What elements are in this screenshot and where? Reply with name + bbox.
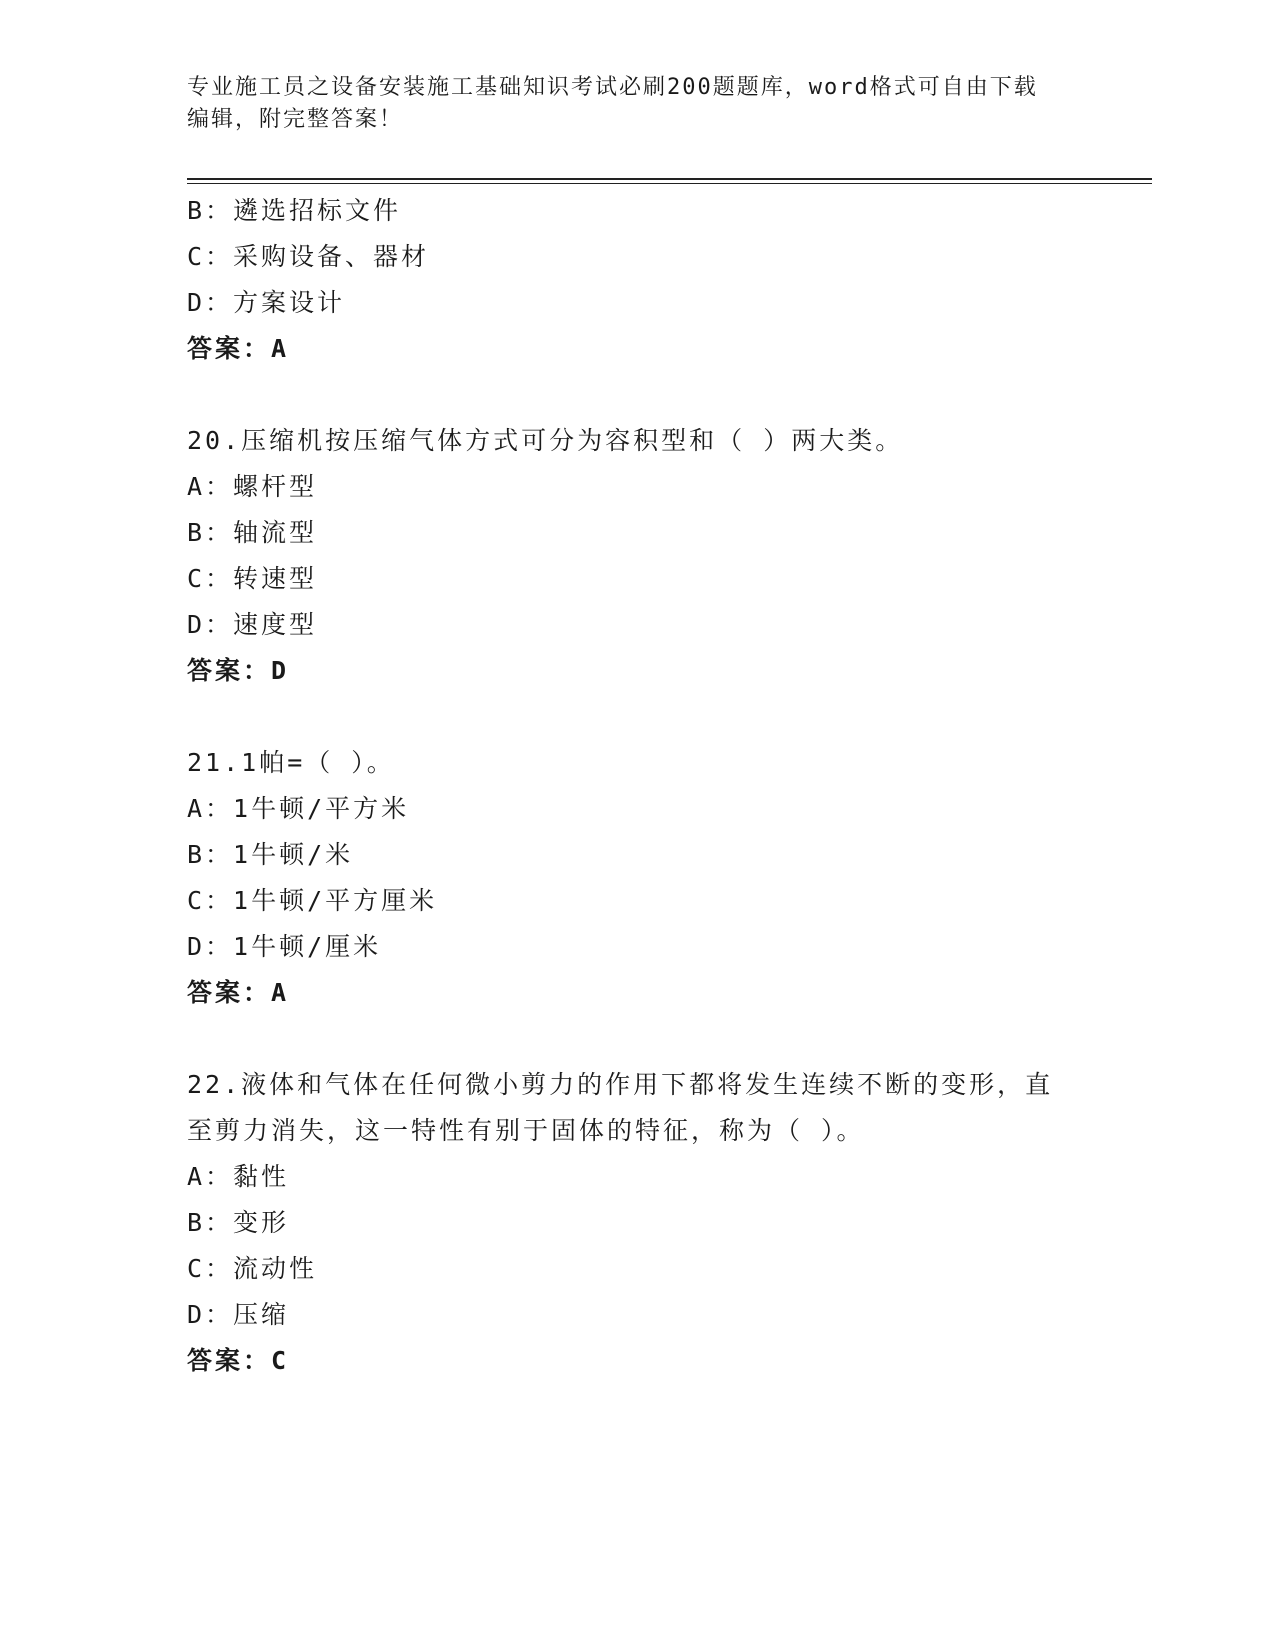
answer: 答案：D [187, 656, 290, 685]
option-b: B：1牛顿/米 [187, 840, 354, 869]
header-title-line-1: 专业施工员之设备安装施工基础知识考试必刷200题题库，word格式可自由下载 [187, 75, 1038, 100]
option-c: C：转速型 [187, 564, 318, 593]
question-21 [187, 740, 1117, 1016]
option-c: C：采购设备、器材 [187, 242, 430, 271]
option-b: B：轴流型 [187, 518, 318, 547]
question-stem-line-2: 至剪力消失，这一特性有别于固体的特征，称为（ ）。 [187, 1116, 865, 1145]
option-d: D：方案设计 [187, 288, 346, 317]
header-divider-thin [187, 183, 1152, 184]
spacer [187, 694, 1117, 740]
spacer [187, 1016, 1117, 1062]
option-a: A：螺杆型 [187, 472, 318, 501]
option-a: A：1牛顿/平方米 [187, 794, 410, 823]
question-stem-line-1: 22.液体和气体在任何微小剪力的作用下都将发生连续不断的变形，直 [187, 1070, 1054, 1099]
option-b: B：遴选招标文件 [187, 196, 402, 225]
question-list [187, 188, 1117, 1384]
question-22 [187, 1062, 1117, 1384]
answer: 答案：A [187, 334, 290, 363]
question-stem: 21.1帕=（ ）。 [187, 748, 395, 777]
option-c: C：流动性 [187, 1254, 318, 1283]
header-title-line-2: 编辑，附完整答案！ [187, 107, 404, 132]
option-b: B：变形 [187, 1208, 290, 1237]
option-d: D：1牛顿/厘米 [187, 932, 382, 961]
header-divider-thick [187, 178, 1152, 180]
document-header [187, 72, 1087, 136]
question-20 [187, 418, 1117, 694]
answer: 答案：C [187, 1346, 290, 1375]
question-19-continued [187, 188, 1117, 372]
option-d: D：速度型 [187, 610, 318, 639]
question-stem: 20.压缩机按压缩气体方式可分为容积型和（ ）两大类。 [187, 426, 904, 455]
option-d: D：压缩 [187, 1300, 290, 1329]
option-c: C：1牛顿/平方厘米 [187, 886, 438, 915]
answer: 答案：A [187, 978, 290, 1007]
option-a: A：黏性 [187, 1162, 290, 1191]
spacer [187, 372, 1117, 418]
